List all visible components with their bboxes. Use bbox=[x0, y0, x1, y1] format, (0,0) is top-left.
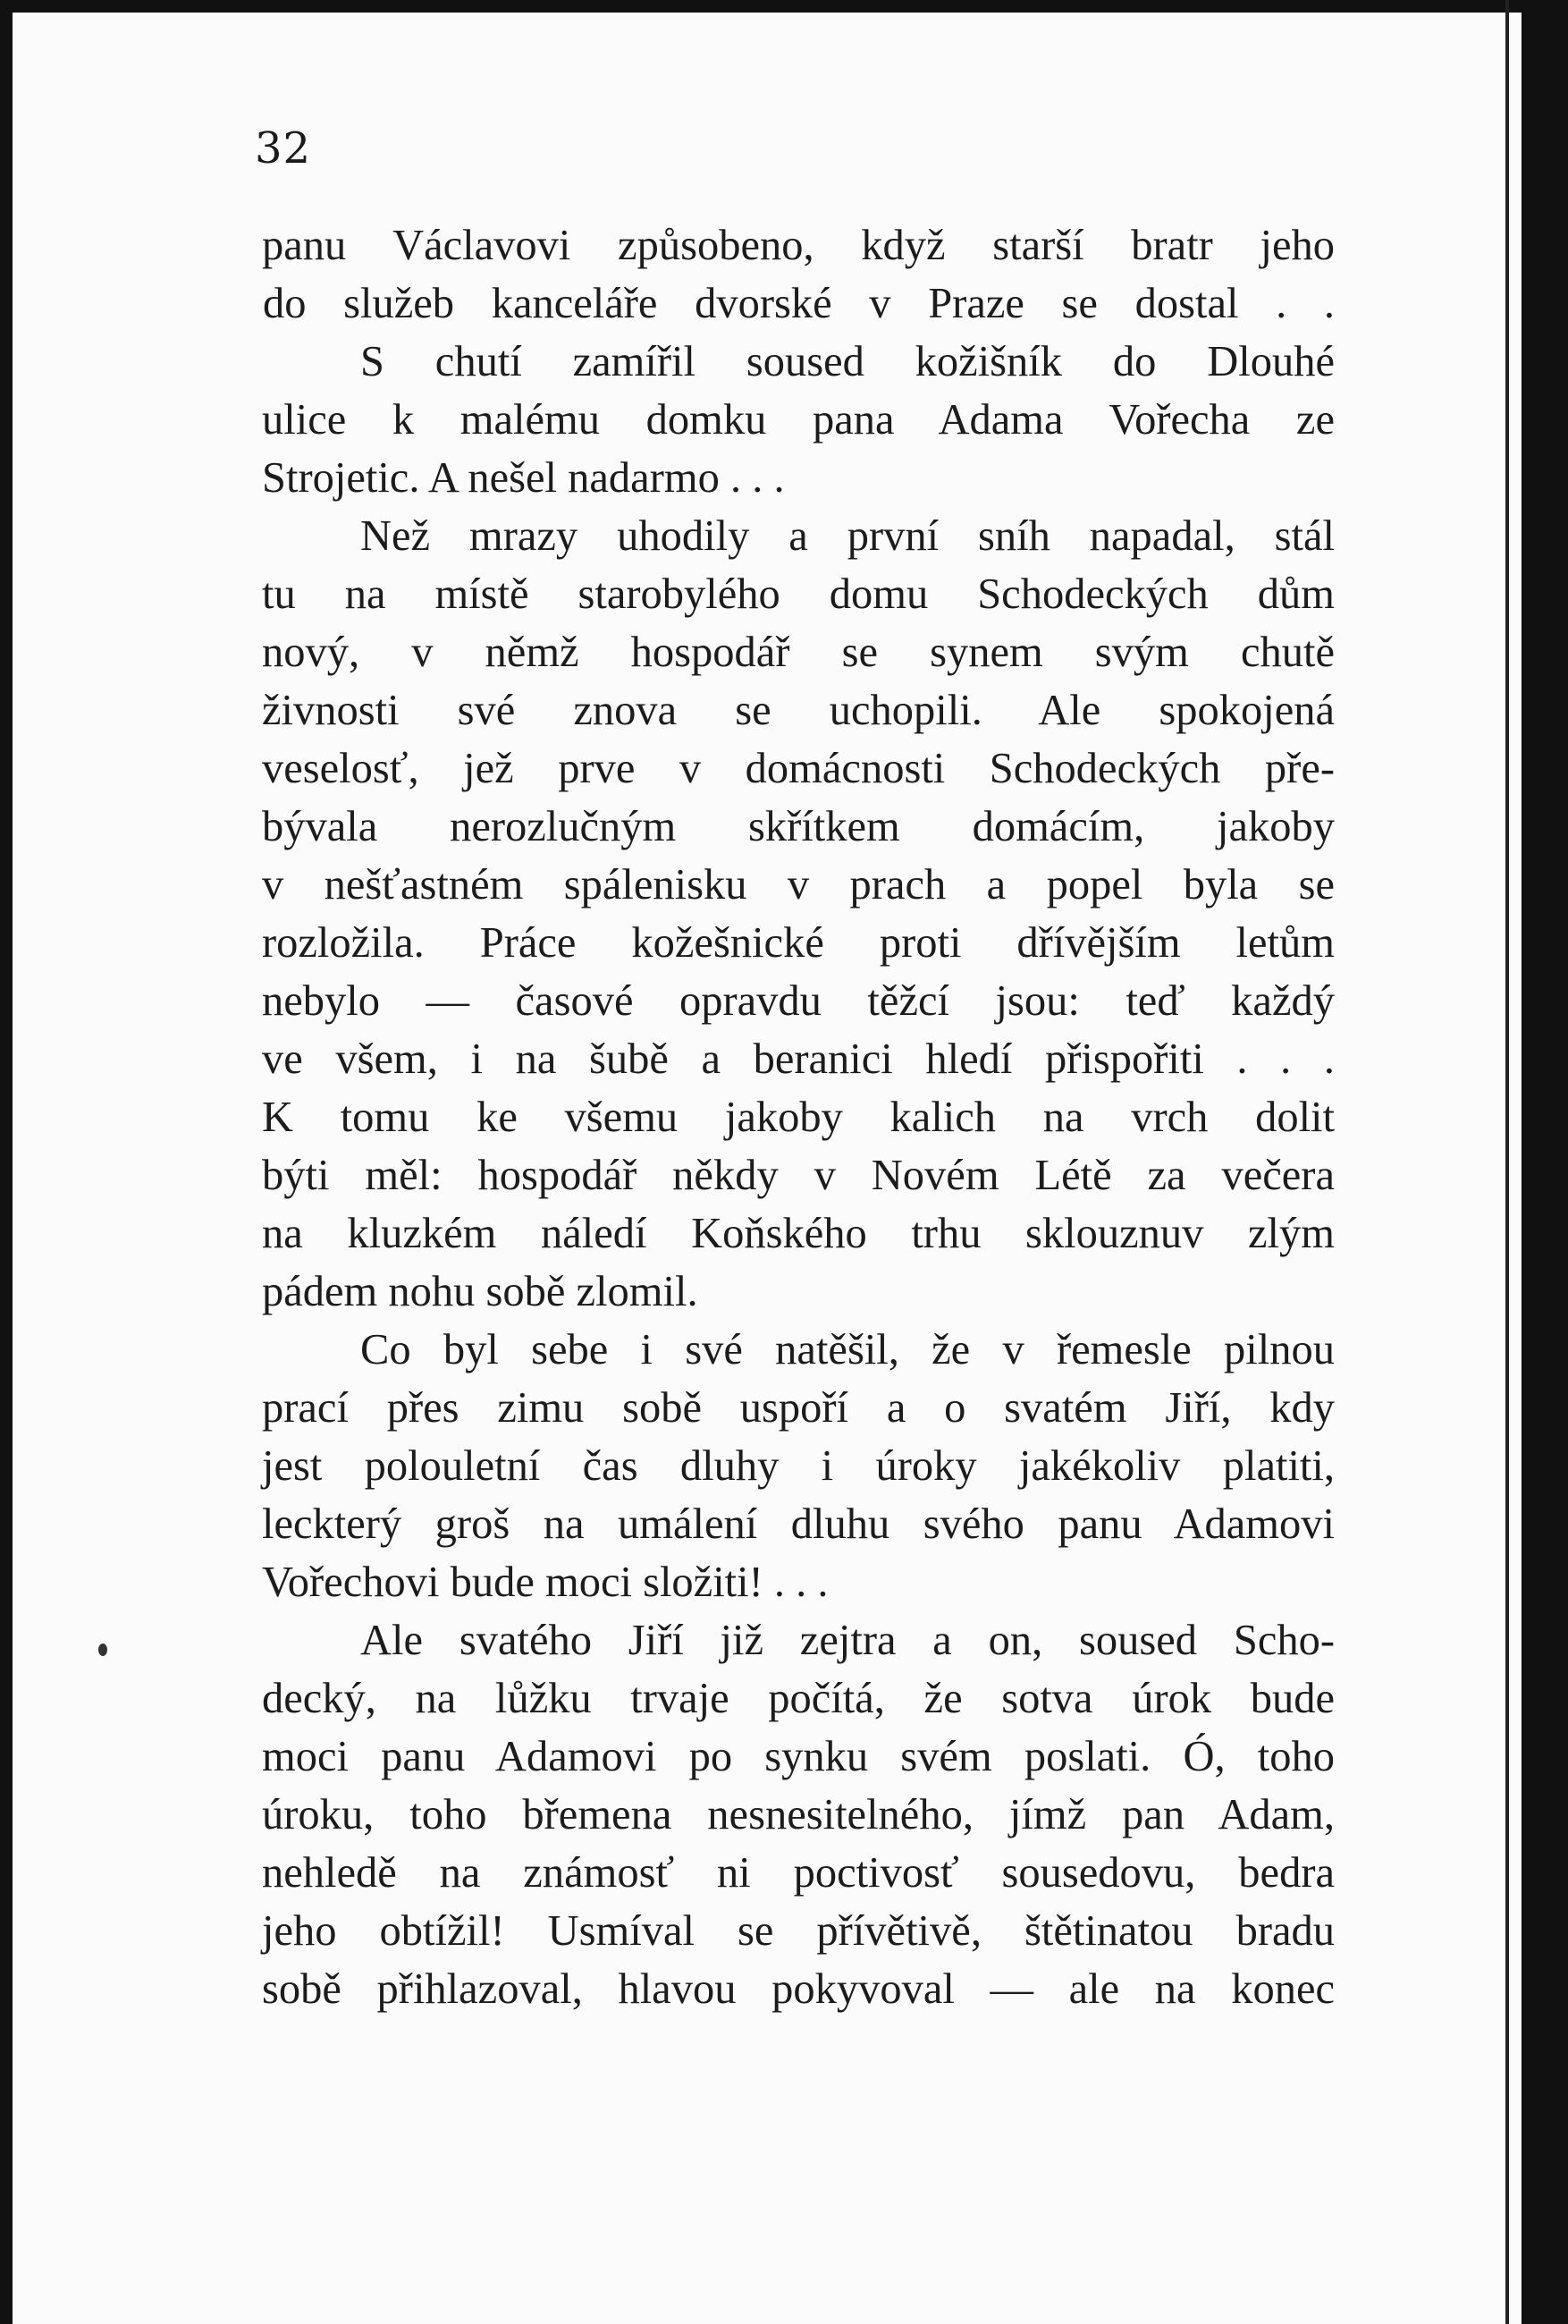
text-line: Ale svatého Jiří již zejtra a on, soused Scho- bbox=[360, 1617, 1335, 1664]
text-line: ulice k malému domku pana Adama Vořecha ze bbox=[262, 396, 1335, 444]
text-line: moci panu Adamovi po synku svém poslati. Ó, toho bbox=[262, 1733, 1335, 1780]
text-line: nový, v němž hospodář se synem svým chutě bbox=[262, 629, 1335, 676]
scan-edge-right bbox=[1522, 0, 1568, 2324]
text-line: decký, na lůžku trvaje počítá, že sotva úrok bude bbox=[262, 1675, 1335, 1722]
text-line: nehledě na známosť ni poctivosť sousedovu, bedra bbox=[262, 1849, 1335, 1897]
scan-gutter-line bbox=[1505, 0, 1509, 2324]
text-line: K tomu ke všemu jakoby kalich na vrch dolit bbox=[262, 1094, 1335, 1141]
text-line: ve všem, i na šubě a beranici hledí přispořiti . . . bbox=[262, 1035, 1335, 1083]
text-line: do služeb kanceláře dvorské v Praze se dostal . . bbox=[263, 280, 1335, 327]
text-line: panu Václavovi způsobeno, když starší bratr jeho bbox=[262, 222, 1335, 269]
text-line: Než mrazy uhodily a první sníh napadal, stál bbox=[360, 512, 1335, 560]
text-line: jest polouletní čas dluhy i úroky jakékoliv platiti, bbox=[262, 1442, 1335, 1490]
text-line: S chutí zamířil soused kožišník do Dlouhé bbox=[360, 338, 1335, 385]
text-line: rozložila. Práce kožešnické proti dřívějším letům bbox=[262, 919, 1335, 967]
scan-speck bbox=[98, 1644, 107, 1656]
text-line: býti měl: hospodář někdy v Novém Létě za večera bbox=[262, 1152, 1335, 1199]
scan-edge-top bbox=[0, 0, 1568, 13]
text-line: Vořechovi bude moci složiti! . . . bbox=[262, 1559, 829, 1606]
text-line: bývala nerozlučným skřítkem domácím, jakoby bbox=[262, 803, 1335, 850]
body-text bbox=[262, 216, 1335, 2018]
text-line: prací přes zimu sobě uspoří a o svatém Jiří, kdy bbox=[262, 1384, 1335, 1432]
page-number: 32 bbox=[255, 123, 312, 173]
text-line: na kluzkém náledí Koňského trhu sklouznuv zlým bbox=[262, 1210, 1335, 1257]
text-line: živnosti své znova se uchopili. Ale spokojená bbox=[262, 687, 1335, 734]
scan-edge-left bbox=[0, 0, 13, 2324]
text-line: nebylo — časové opravdu těžcí jsou: teď každý bbox=[262, 977, 1335, 1025]
text-line: pádem nohu sobě zlomil. bbox=[262, 1268, 698, 1315]
text-line: jeho obtížil! Usmíval se přívětivě, štětinatou bradu bbox=[262, 1907, 1335, 1955]
text-line: Strojetic. A nešel nadarmo . . . bbox=[262, 454, 785, 502]
text-line: veselosť, jež prve v domácnosti Schodeckých pře- bbox=[262, 745, 1335, 792]
text-line: leckterý groš na umálení dluhu svého panu Adamovi bbox=[262, 1500, 1335, 1548]
text-line: tu na místě starobylého domu Schodeckých dům bbox=[262, 570, 1335, 618]
text-line: Co byl sebe i své natěšil, že v řemesle pilnou bbox=[360, 1326, 1335, 1373]
text-line: úroku, toho břemena nesnesitelného, jímž pan Adam, bbox=[262, 1791, 1335, 1838]
text-line: sobě přihlazoval, hlavou pokyvoval — ale na konec bbox=[262, 1965, 1335, 2013]
text-line: v nešťastném spálenisku v prach a popel byla se bbox=[262, 861, 1335, 908]
